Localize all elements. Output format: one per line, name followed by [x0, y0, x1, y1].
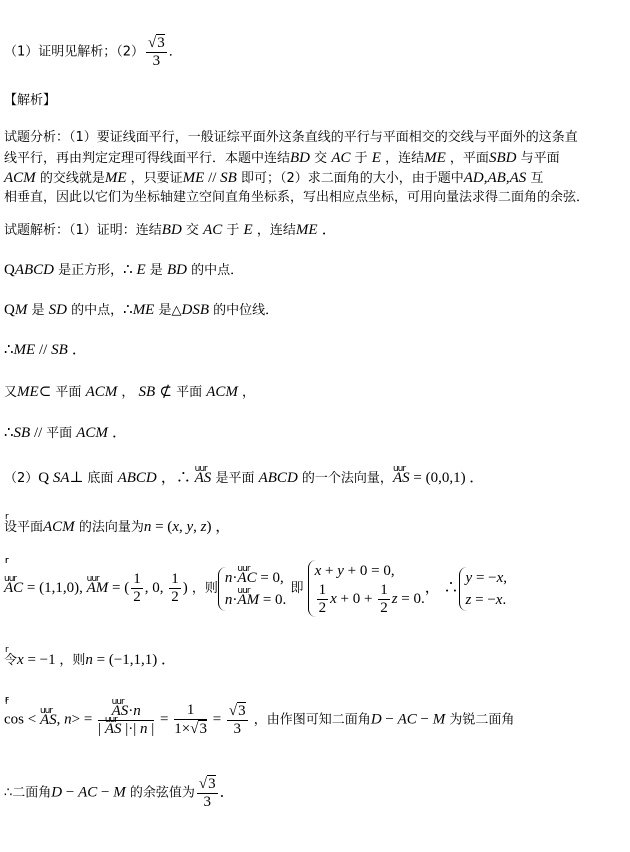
analysis-line-4: 相垂直，因此以它们为坐标轴建立空间直角坐标系，写出相应点坐标，可用向量法求得二面角的余弦． [4, 190, 590, 205]
answer-line [4, 34, 182, 70]
solution-line-12: ∴二面角D − AC − M 的余弦值为 $\frac{√3}{3}$ ． [4, 776, 235, 810]
analysis-line-3: ACM 的交线就是ME ，只要证ME // SB 即可；（2）求二面角的大小，由于题中AD,AB,AS 互 [4, 170, 544, 186]
solution-line-7: （2）Q SA⊥ 底面 ABCD ，∴ uur AS 是平面 ABCD 的一个法向量，uur AS = (0,0,1) ． [4, 468, 484, 489]
answer-end: ． [168, 44, 182, 60]
solution-line-6: ∴SB // 平面 ACM ． [4, 425, 128, 441]
answer-fraction: $\frac{√3}{3}$ [148, 35, 165, 69]
solution-line-4: ∴ME // SB ． [4, 342, 87, 358]
section-heading: 【解析】 [4, 93, 57, 108]
solution-line-2: QABCD 是正方形，∴ E 是 BD 的中点． [4, 262, 244, 278]
answer-part1: （1）证明见解析；（2） [4, 44, 145, 60]
solution-line-3: QM 是 SD 的中点，∴ME 是△DSB 的中位线． [4, 302, 279, 318]
solution-line-10: 令x = −1 ，则r n = (−1,1,1) ． [4, 650, 176, 671]
solution-line-1: 试题解析：（1）证明：连结BD 交 AC 于 E ，连结ME ． [4, 222, 337, 238]
solution-line-9: uur AC = (1,1,0), uur AM = ( $\frac{1}{2}$ , 0, $\frac{1}{2}$ ) ，则 r n·uur AC = 0, r n·uur AM = 0. 即 x + y + 0 = 0, $\frac{1}{2}$ x + 0 + $\frac{1}{2}$ z = 0. ， ∴ y = −x, z = −x. [4, 560, 507, 617]
solution-line-5: 又ME⊂ 平面 ACM ， SB ⊄ 平面 ACM ， [4, 384, 256, 400]
solution-line-11: cos < uur AS, r n> = uur $\frac{\text{AS·r n}}{\text{| uur AS |·| r n |}}$ = $\frac{1}{1\times√3}$ = $\frac{√3}{3}$ ，由作图可知二面角D − AC − M 为锐二面角 [4, 702, 514, 738]
analysis-line-1: 试题分析：（1）要证线面平行，一般证综平面外这条直线的平行与平面相交的交线与平面外的这条直 [4, 130, 578, 145]
solution-line-8: 设平面ACM 的法向量为r n = (x, y, z) ， [4, 517, 230, 538]
analysis-line-2: 线平行，再由判定定理可得线面平行．本题中连结BD 交 AC 于 E ，连结ME ，平面SBD 与平面 [4, 150, 560, 166]
